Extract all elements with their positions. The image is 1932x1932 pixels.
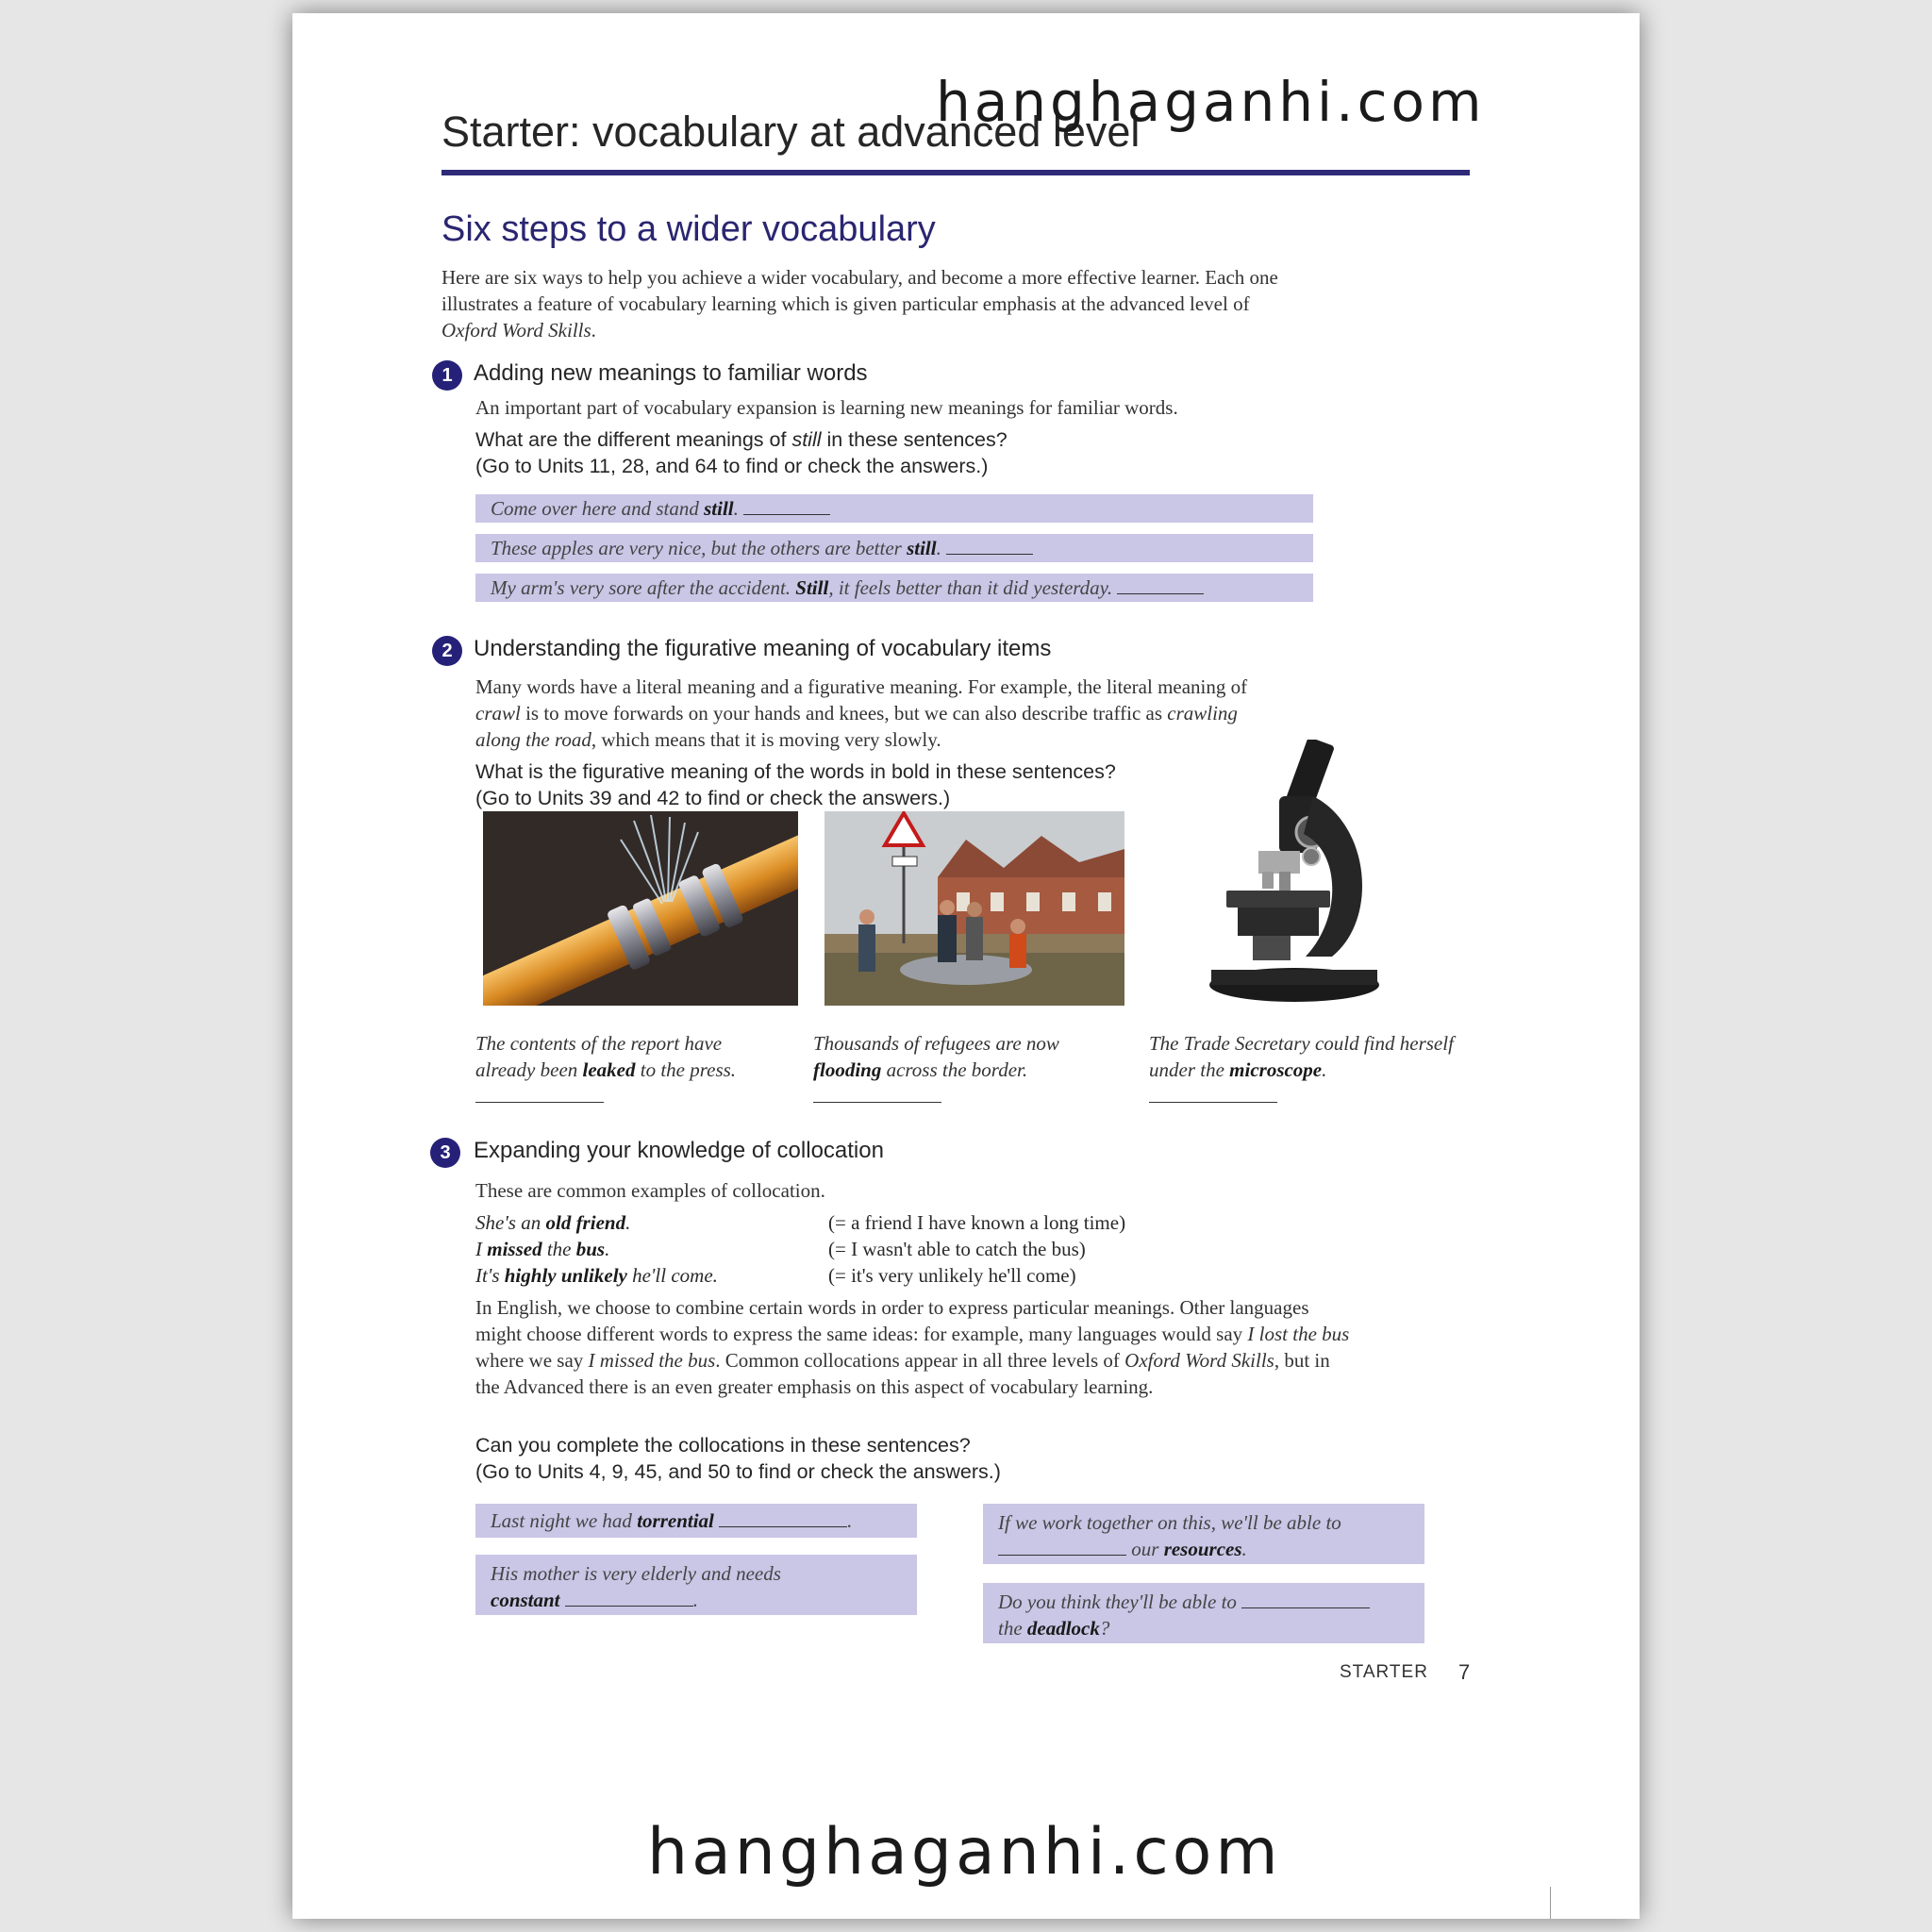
- intro-paragraph: Here are six ways to help you achieve a wider vocabulary, and become a more effective learner. Each one illustrates a feature of vocabulary learning which is given particular emphasis at the advanced level of Oxford Word Skills.: [441, 266, 1278, 341]
- collocation-paragraph: In English, we choose to combine certain words in order to express particular meanings. Other languages might choose different words to express the same ideas: for example, many languages would say I lost the bus where we say I missed the bus. Common collocations appear in all three levels of Oxford Word Skills, but in the Advanced there is an even greater emphasis on this aspect of vocabulary learning.: [475, 1296, 1350, 1398]
- answer-blank[interactable]: [1241, 1607, 1370, 1608]
- collocation-example: I missed the bus. (= I wasn't able to catch the bus): [475, 1238, 1086, 1260]
- page-number: 7: [1458, 1660, 1471, 1684]
- flood-photo: [824, 811, 1124, 1006]
- answer-blank[interactable]: [475, 1102, 604, 1103]
- answer-blank[interactable]: [743, 513, 830, 515]
- still-sentence-1: Come over here and stand still.: [475, 494, 1313, 523]
- page-title: Starter: vocabulary at advanced level: [441, 108, 1141, 156]
- collocation-box-deadlock: Do you think they'll be able to the deadlock?: [983, 1583, 1424, 1643]
- step-3-number-badge: 3: [430, 1138, 460, 1168]
- step-3-intro: These are common examples of collocation.: [475, 1179, 825, 1202]
- collocation-example: It's highly unlikely he'll come. (= it's very unlikely he'll come): [475, 1264, 1076, 1287]
- step-3-heading: Expanding your knowledge of collocation: [474, 1138, 884, 1163]
- still-sentence-3: My arm's very sore after the accident. Still, it feels better than it did yesterday.: [475, 574, 1313, 602]
- step-1-question: What are the different meanings of still in these sentences? (Go to Units 11, 28, and 64 to find or check the answers.): [475, 428, 1008, 477]
- step-1-text: An important part of vocabulary expansion is learning new meanings for familiar words.: [475, 396, 1178, 419]
- answer-blank[interactable]: [813, 1102, 941, 1103]
- step-2-number-badge: 2: [432, 636, 462, 666]
- answer-blank[interactable]: [998, 1554, 1126, 1556]
- footer-section-label: STARTER: [1340, 1662, 1428, 1682]
- microscope-photo: [1200, 740, 1389, 1013]
- collocation-example: She's an old friend. (= a friend I have known a long time): [475, 1211, 1126, 1234]
- collocation-box-constant: His mother is very elderly and needs constant .: [475, 1555, 917, 1615]
- burst-pipe-illustration: [483, 811, 798, 1006]
- title-rule: [441, 170, 1470, 175]
- answer-blank[interactable]: [565, 1605, 693, 1607]
- burst-pipe-photo: [483, 811, 798, 1006]
- collocation-box-torrential: Last night we had torrential .: [475, 1504, 917, 1538]
- step-2-question: What is the figurative meaning of the words in bold in these sentences? (Go to Units 39 and 42 to find or check the answers.): [475, 760, 1116, 809]
- watermark-top: hanghaganhi.com: [936, 70, 1486, 134]
- collocation-box-resources: If we work together on this, we'll be able to our resources.: [983, 1504, 1424, 1564]
- step-1-heading: Adding new meanings to familiar words: [474, 360, 868, 386]
- answer-blank[interactable]: [1149, 1102, 1277, 1103]
- section-heading: Six steps to a wider vocabulary: [441, 209, 936, 249]
- scan-mark: [1550, 1887, 1551, 1919]
- answer-blank[interactable]: [719, 1525, 847, 1527]
- collocation-examples: [475, 1209, 1125, 1289]
- caption-leaked: The contents of the report have already been leaked to the press.: [475, 1032, 737, 1081]
- flood-illustration: [824, 811, 1124, 1006]
- answer-blank[interactable]: [946, 553, 1033, 555]
- caption-microscope: The Trade Secretary could find herself under the microscope.: [1149, 1032, 1454, 1081]
- book-page: [292, 13, 1640, 1919]
- microscope-illustration: [1200, 740, 1389, 1013]
- caption-flooding: Thousands of refugees are now flooding across the border.: [813, 1032, 1059, 1081]
- step-3-question: Can you complete the collocations in these sentences? (Go to Units 4, 9, 45, and 50 to find or check the answers.): [475, 1434, 1001, 1483]
- step-1-number-badge: 1: [432, 360, 462, 391]
- step-2-text: Many words have a literal meaning and a figurative meaning. For example, the literal meaning of crawl is to move forwards on your hands and knees, but we can also describe traffic as crawling along the road, which means that it is moving very slowly.: [475, 675, 1248, 751]
- answer-blank[interactable]: [1117, 592, 1204, 594]
- watermark-bottom: hanghaganhi.com: [647, 1815, 1282, 1890]
- step-2-heading: Understanding the figurative meaning of vocabulary items: [474, 636, 1052, 661]
- still-sentence-2: These apples are very nice, but the others are better still.: [475, 534, 1313, 562]
